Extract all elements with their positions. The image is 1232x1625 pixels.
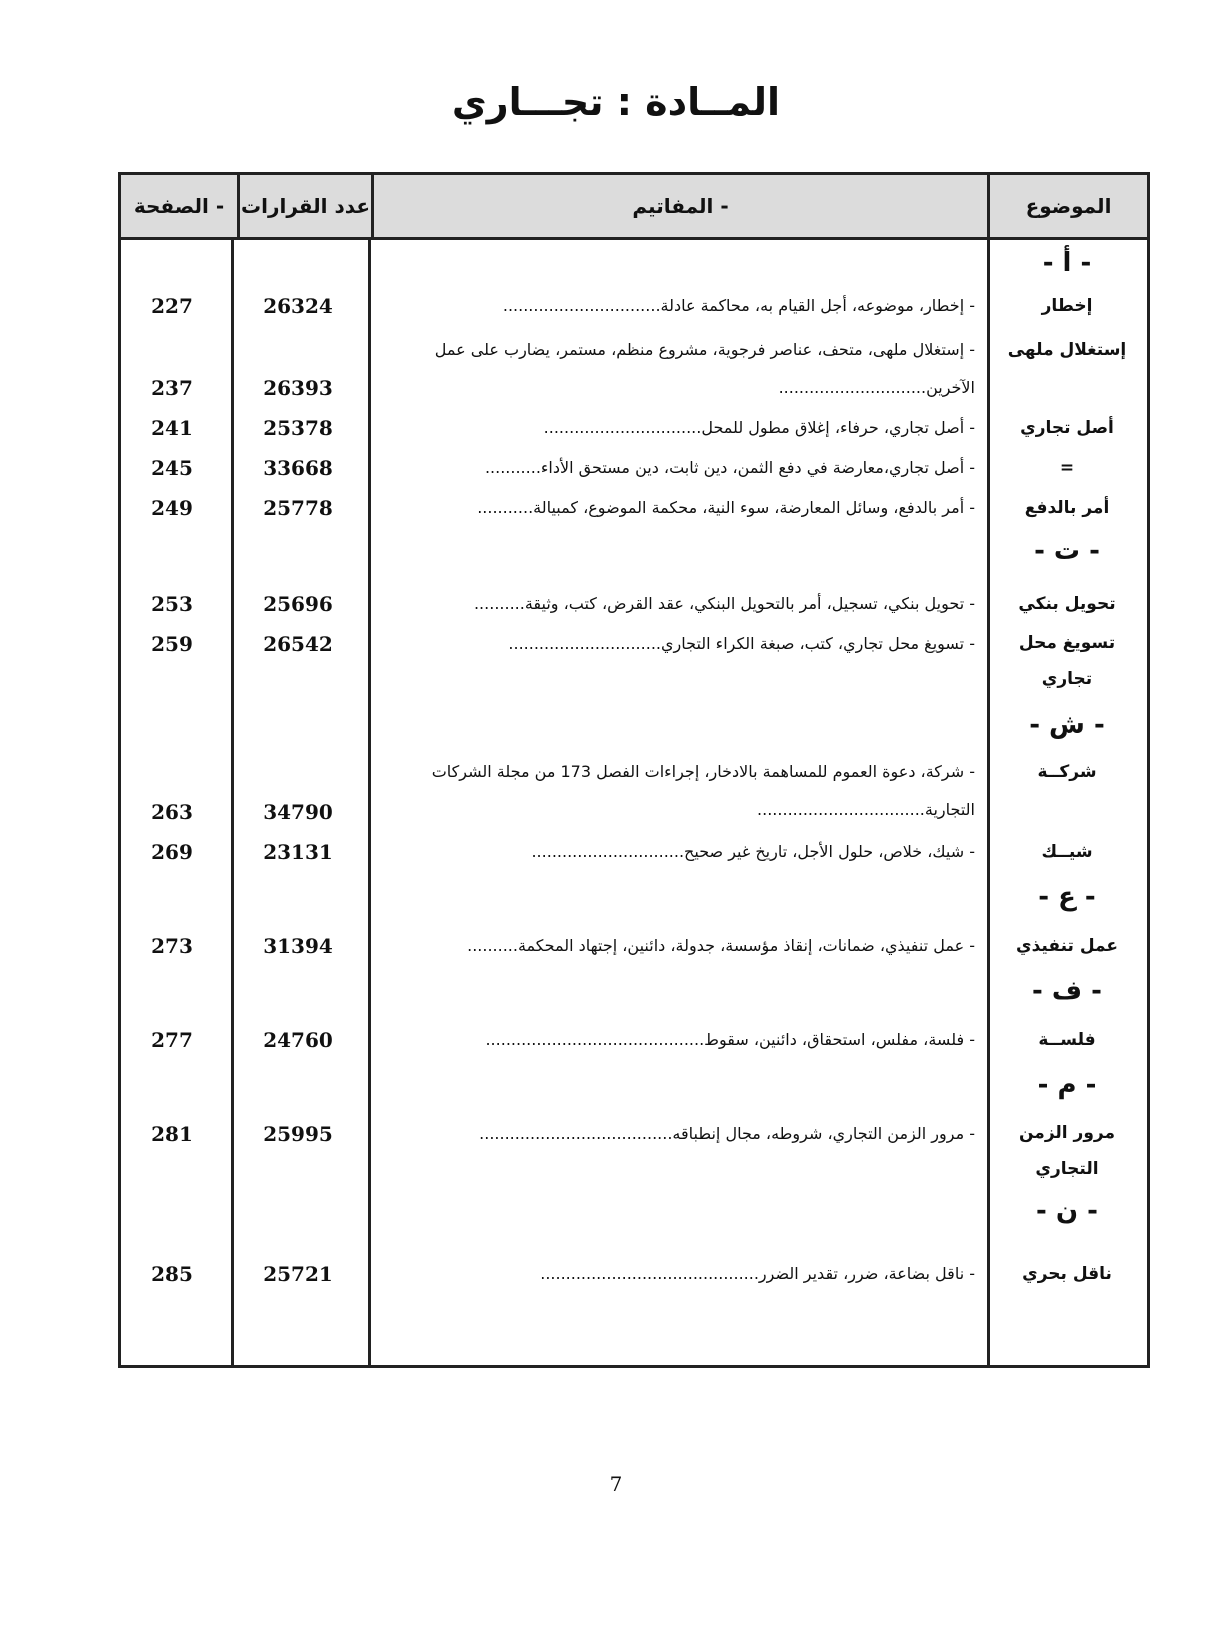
row-keywords: - إستغلال ملهى، متحف، عناصر فرجوية، مشروع منظم، مستمر، يضارب على عمل الآخرين............................. [434,340,975,397]
section-letter-fa: - ف - [1032,976,1102,1006]
row-page: 253 [151,592,193,616]
row-topic: عمل تنفيذي [1016,936,1118,956]
row-page: 277 [151,1028,193,1052]
row-decision-number: 26393 [263,376,333,400]
section-letter-mim: - م - [1037,1070,1097,1100]
row-keywords: - ناقل بضاعة، ضرر، تقدير الضرر........................................... [540,1264,975,1283]
section-letter-shin: - ش - [1029,710,1105,740]
row-keywords: - إخطار، موضوعه، أجل القيام به، محاكمة عادلة............................... [502,296,975,315]
row-topic: ناقل بحري [1022,1264,1112,1284]
section-letter-alif: - أ - [1042,248,1092,278]
row-topic: أمر بالدفع [1024,498,1110,518]
row-topic: مرور الزمن التجاري [1019,1123,1115,1179]
row-keywords: - شركة، دعوة العموم للمساهمة بالادخار، إجراءات الفصل 173 من مجلة الشركات التجارية................................. [431,762,975,819]
header-topic: الموضوع [987,175,1147,237]
section-letter-nun: - ن - [1036,1196,1098,1226]
row-topic: = [1059,458,1075,478]
page-title: المــادة : تجـــاري [451,80,781,124]
row-page: 281 [151,1122,193,1146]
section-letter-ta: - ت - [1034,536,1100,566]
row-keywords: - أصل تجاري، حرفاء، إغلاق مطول للمحل............................... [543,418,975,437]
row-decision-number: 34790 [263,800,333,824]
row-decision-number: 26542 [263,632,333,656]
page-number: 7 [609,1472,623,1496]
row-page: 237 [151,376,193,400]
header-keywords: - المفاتيم [371,175,987,237]
section-letter-ain: - ع - [1038,882,1096,912]
row-page: 227 [151,294,193,318]
column-divider [987,237,990,1365]
row-decision-number: 24760 [263,1028,333,1052]
row-decision-number: 25995 [263,1122,333,1146]
row-page: 249 [151,496,193,520]
row-decision-number: 25778 [263,496,333,520]
row-decision-number: 25721 [263,1262,333,1286]
row-decision-number: 25696 [263,592,333,616]
row-topic: إستغلال ملهى [1007,340,1127,360]
row-keywords: - أصل تجاري،معارضة في دفع الثمن، دين ثابت، دين مستحق الأداء........... [484,458,975,477]
row-topic: شيــك [1041,842,1093,862]
row-page: 241 [151,416,193,440]
row-keywords: - فلسة، مفلس، استحقاق، دائنين، سقوط........................................... [485,1030,975,1049]
row-topic: فلســة [1038,1030,1096,1050]
row-decision-number: 26324 [263,294,333,318]
row-page: 259 [151,632,193,656]
row-topic: أصل تجاري [1020,418,1114,438]
row-page: 263 [151,800,193,824]
header-page: - الصفحة [133,194,225,218]
row-keywords: - تحويل بنكي، تسجيل، أمر بالتحويل البنكي، عقد القرض، كتب، وثيقة.......... [473,594,975,613]
row-topic: تحويل بنكي [1018,594,1116,614]
row-page: 273 [151,934,193,958]
row-page: 245 [151,456,193,480]
row-keywords: - شيك، خلاص، حلول الأجل، تاريخ غير صحيح.............................. [531,842,975,861]
table-header [121,175,1147,240]
row-page: 269 [151,840,193,864]
header-decision-number: عدد القرارات [237,175,371,237]
row-topic: إخطار [1041,296,1093,316]
row-keywords: - مرور الزمن التجاري، شروطه، مجال إنطباقه...................................... [479,1124,975,1143]
row-topic: تسويغ محل تجاري [1018,633,1116,689]
column-divider [368,237,371,1365]
row-keywords: - تسويغ محل تجاري، كتب، صبغة الكراء التجاري.............................. [508,634,975,653]
column-divider [231,237,234,1365]
row-topic: شركــة [1037,762,1097,782]
row-keywords: - أمر بالدفع، وسائل المعارضة، سوء النية، محكمة الموضوع، كمبيالة........... [477,498,975,517]
row-page: 285 [151,1262,193,1286]
index-table [118,172,1150,1368]
row-decision-number: 33668 [263,456,333,480]
row-decision-number: 23131 [263,840,333,864]
row-keywords: - عمل تنفيذي، ضمانات، إنقاذ مؤسسة، جدولة، دائنين، إجتهاد المحكمة.......... [467,936,975,955]
row-decision-number: 31394 [263,934,333,958]
row-decision-number: 25378 [263,416,333,440]
